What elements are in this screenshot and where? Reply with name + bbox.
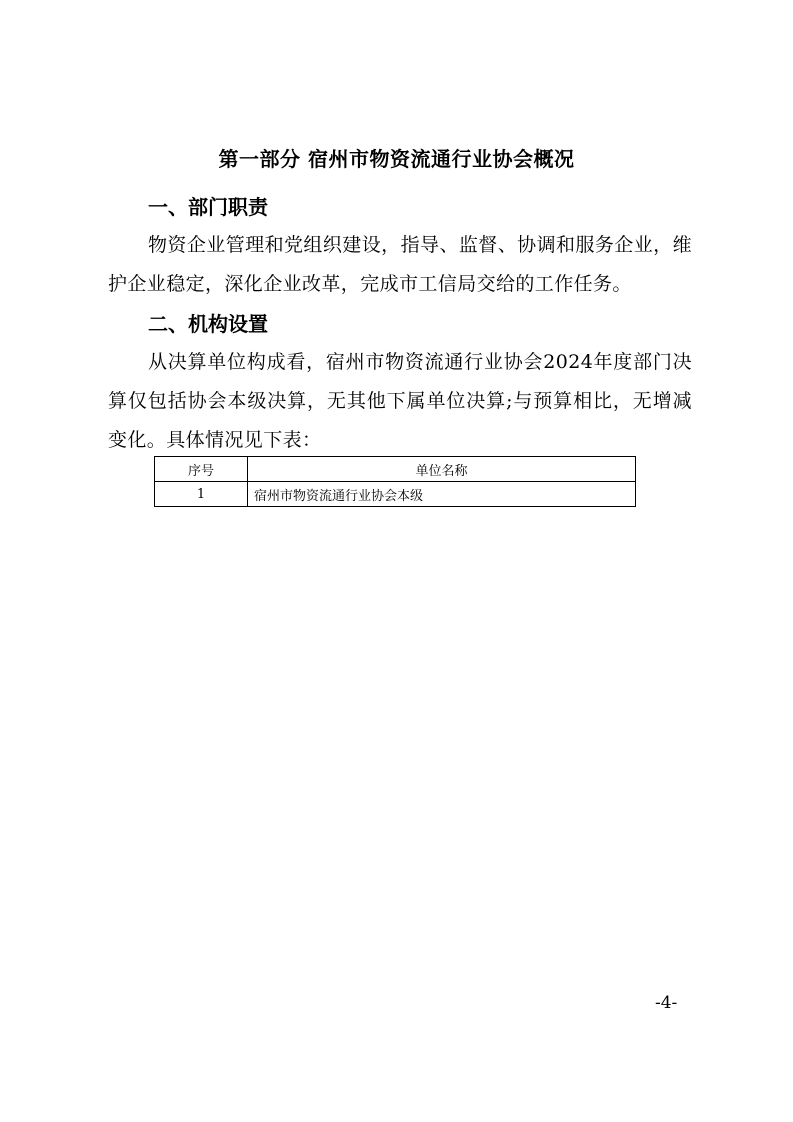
unit-table: [154, 456, 636, 507]
section-heading-organization: 二、机构设置: [148, 312, 268, 336]
table-header-serial: 序号: [155, 457, 248, 482]
page-number: -4-: [655, 993, 678, 1013]
table-header-row: [155, 457, 636, 482]
table-row: [155, 482, 636, 507]
page-title: 第一部分 宿州市物资流通行业协会概况: [218, 147, 575, 171]
section-heading-duties: 一、部门职责: [148, 195, 268, 219]
table-cell-serial: 1: [155, 482, 248, 507]
section-paragraph-organization: 从决算单位构成看，宿州市物资流通行业协会2024年度部门决算仅包括协会本级决算，无其他下属单位决算;与预算相比，无增减变化。具体情况见下表：: [108, 351, 692, 451]
table-cell-unit-name: 宿州市物资流通行业协会本级: [248, 482, 636, 507]
table-header-unit-name: 单位名称: [248, 457, 636, 482]
section-paragraph-duties: 物资企业管理和党组织建设，指导、监督、协调和服务企业，维护企业稳定，深化企业改革，完成市工信局交给的工作任务。: [108, 234, 692, 295]
